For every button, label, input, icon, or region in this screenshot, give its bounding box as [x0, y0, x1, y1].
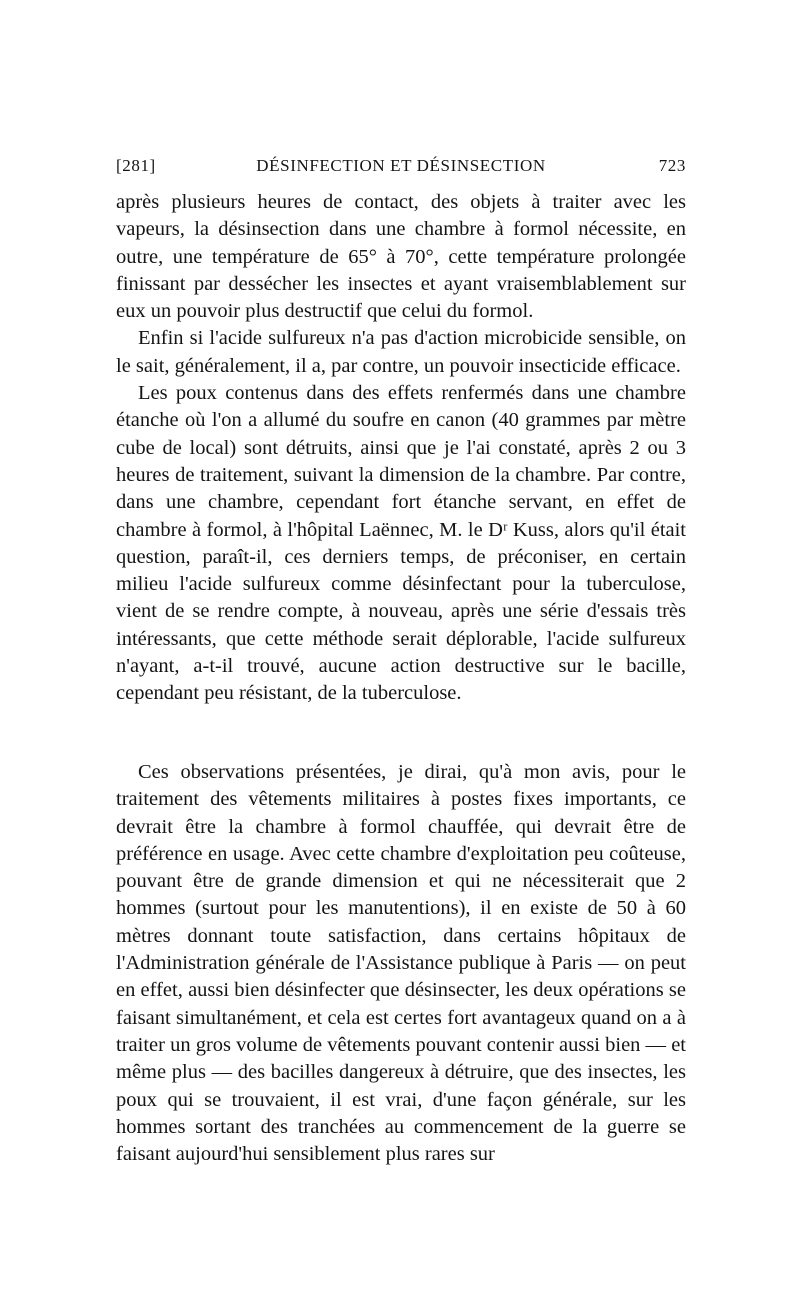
- text-block-lower: [116, 759, 686, 1168]
- paragraph-continued: après plusieurs heures de contact, des objets à traiter avec les vapeurs, la désinsection dans une chambre à formol nécessite, en outre, une température de 65° à 70°, cette température prolongée finissant par dessécher les insectes et ayant vraisemblablement sur eux un pouvoir plus destructif que celui du formol.: [116, 191, 686, 323]
- paragraph-lice-experiment: Les poux contenus dans des effets renfermés dans une chambre étanche où l'on a allumé du soufre en canon (40 grammes par mètre cube de local) sont détruits, ainsi que je l'ai constaté, après 2 ou 3 heures de traitement, suivant la dimension de la chambre. Par contre, dans une chambre, cependant fort étanche servant, en effet de chambre à formol, à l'hôpital Laënnec, M. le Dʳ Kuss, alors qu'il était question, paraît-il, ces derniers temps, de préconiser, en certain milieu l'acide sulfureux comme désinfectant pour la tuberculose, vient de se rendre compte, à nouveau, après une série d'essais très intéressants, que cette méthode serait déplorable, l'acide sulfureux n'ayant, a-t-il trouvé, aucune action destructive sur le bacille, cependant peu résistant, de la tuberculose.: [116, 382, 686, 705]
- text-block-upper: [116, 189, 686, 708]
- paragraph-observations: Ces observations présentées, je dirai, qu'à mon avis, pour le traitement des vêtements militaires à postes fixes importants, ce devrait être la chambre à formol chauffée, qui devrait être de préférence en usage. Avec cette chambre d'exploitation peu coûteuse, pouvant être de grande dimension et qui ne nécessiterait que 2 hommes (surtout pour les manutentions), il en existe de 50 à 60 mètres donnant toute satisfaction, dans certains hôpitaux de l'Administration générale de l'Assistance publique à Paris — on peut en effet, aussi bien désinfecter que désinsecter, les deux opérations se faisant simultanément, et cela est certes fort avantageux quand on a à traiter un gros volume de vêtements pouvant contenir aussi bien — et même plus — des bacilles dangereux à détruire, que des insectes, les poux qui se trouvaient, il est vrai, d'une façon générale, sur les hommes sortant des tranchées au commencement de la guerre se faisant aujourd'hui sensiblement plus rares sur: [116, 761, 686, 1166]
- paragraph-sulfur-acid: Enfin si l'acide sulfureux n'a pas d'action microbicide sensible, on le sait, généralement, il a, par contre, un pouvoir insecticide efficace.: [116, 327, 686, 377]
- running-head-title: DÉSINFECTION ET DÉSINSECTION: [256, 156, 546, 175]
- page-number: 723: [658, 156, 686, 175]
- running-head-section-number: [281]: [116, 156, 156, 175]
- running-head: [116, 156, 686, 180]
